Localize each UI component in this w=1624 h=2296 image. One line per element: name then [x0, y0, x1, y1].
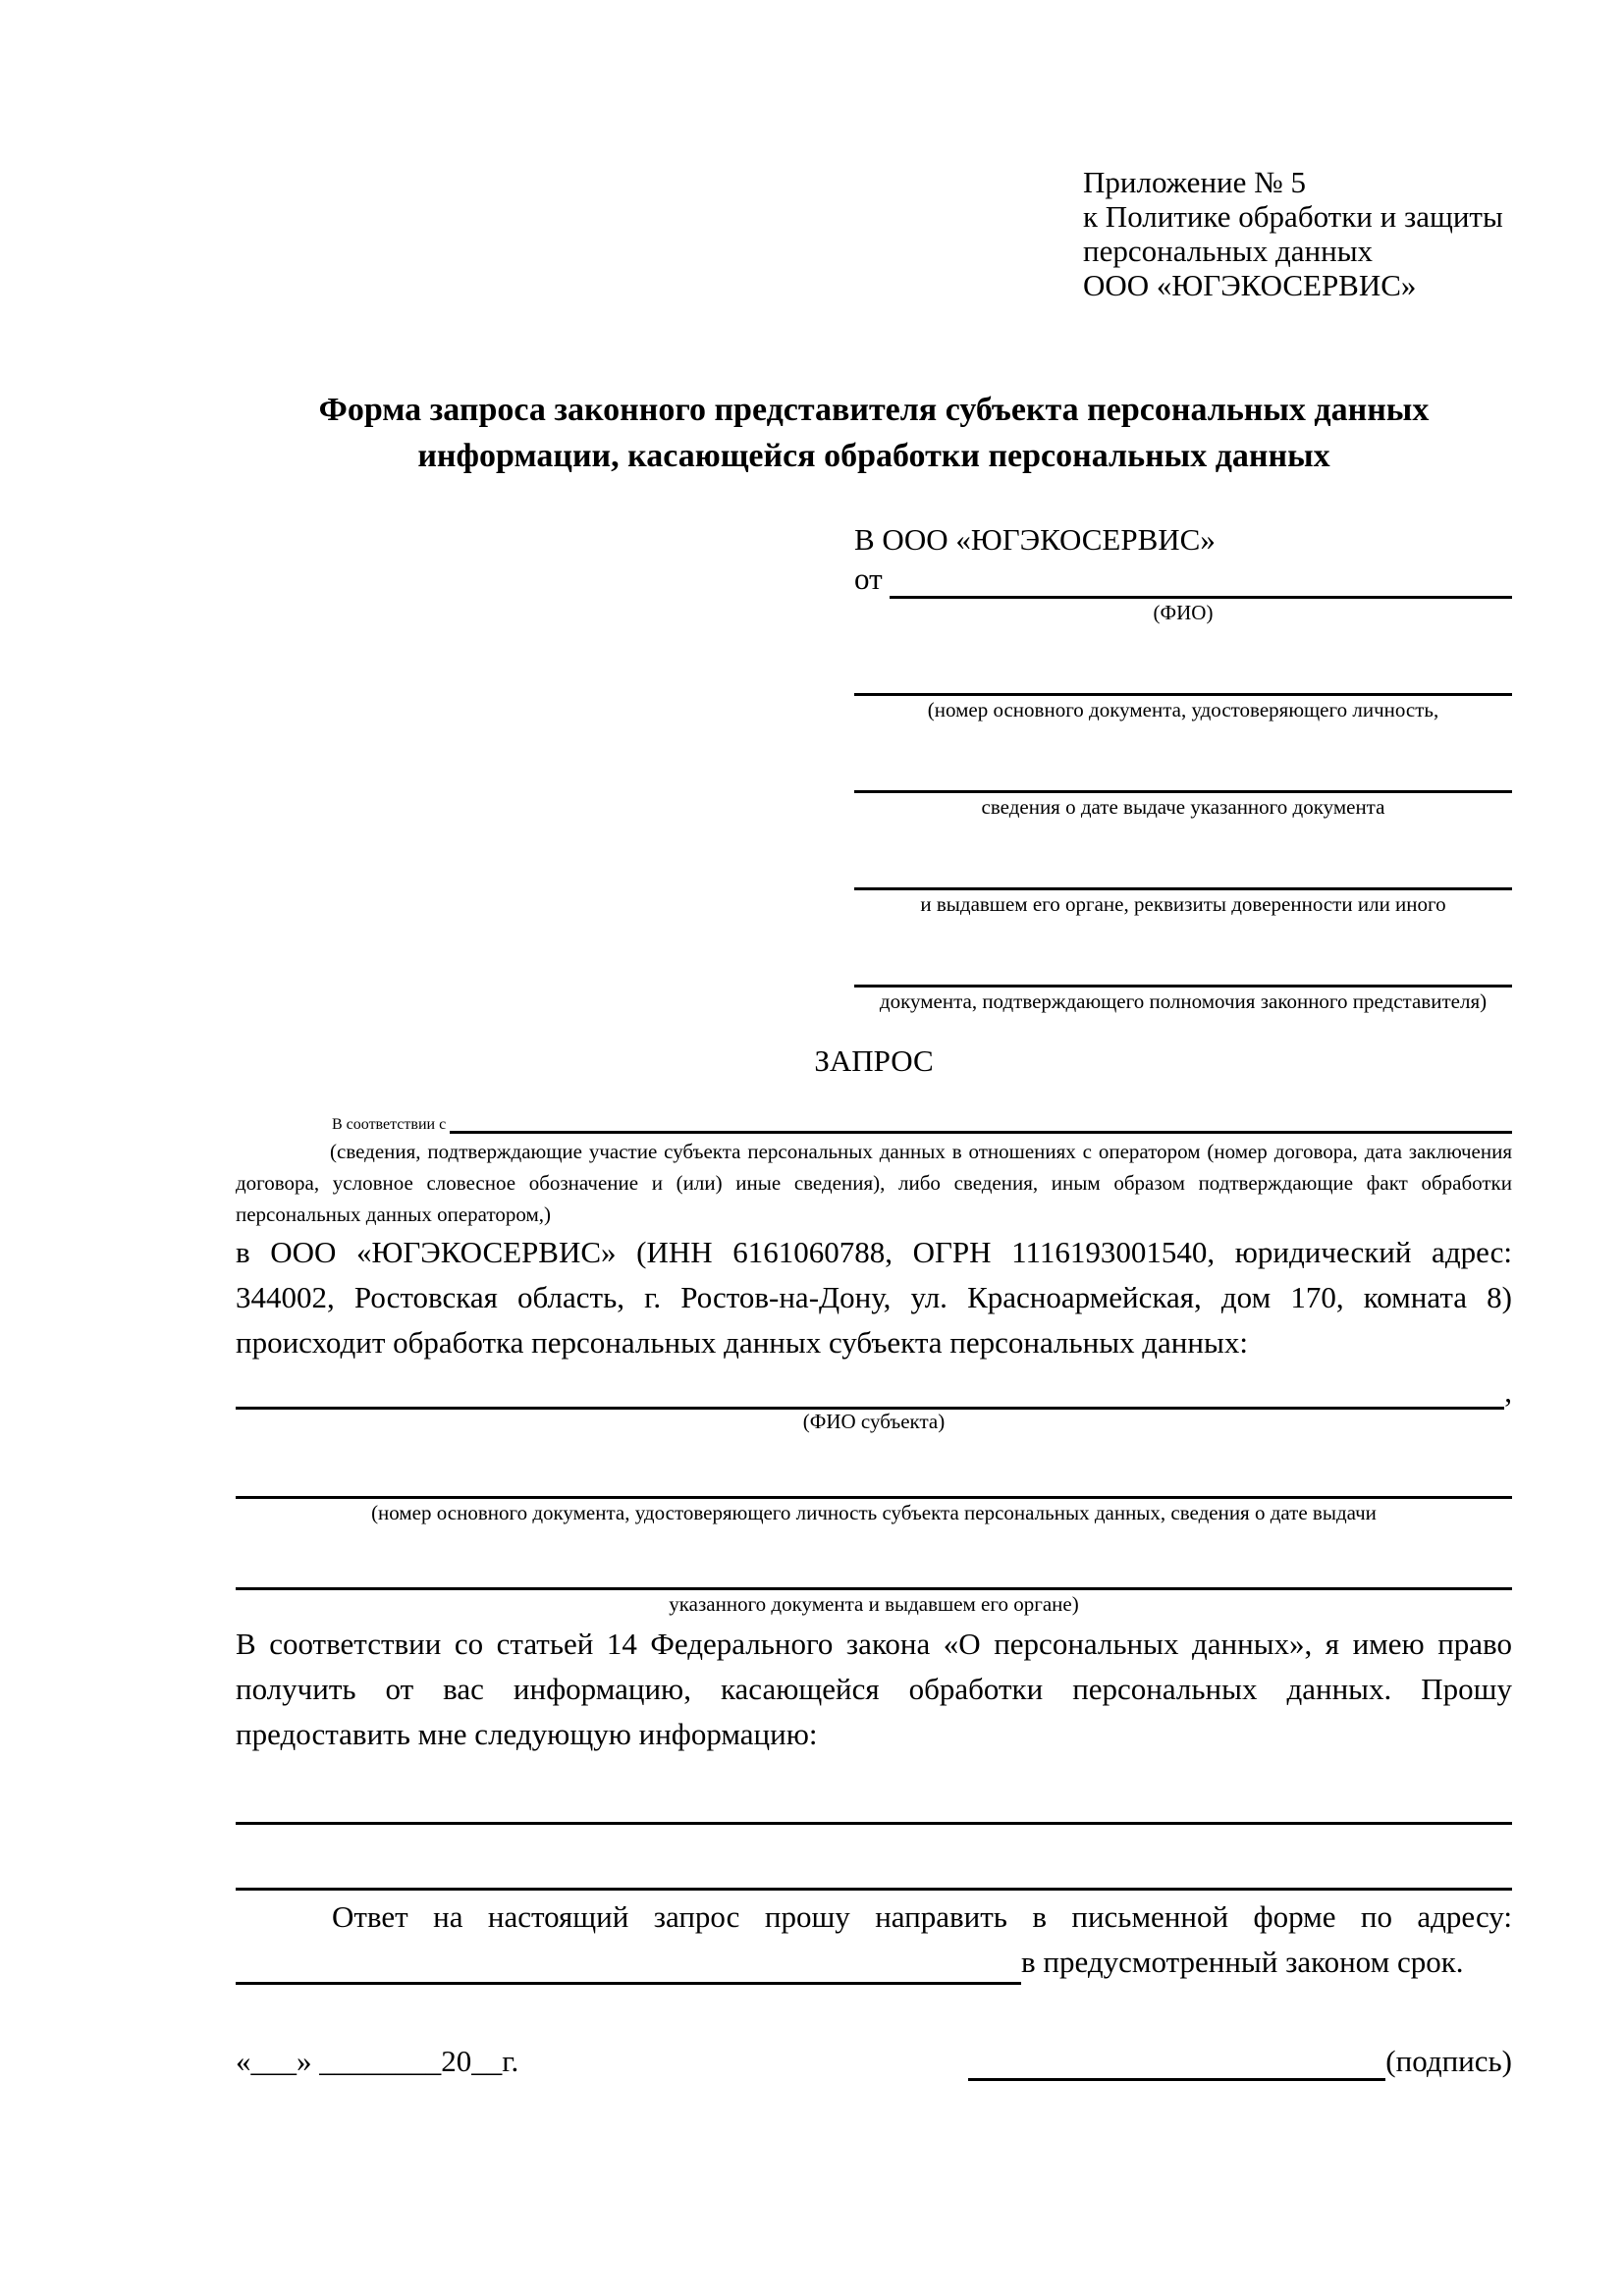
info-blank-field2: [236, 1866, 1512, 1891]
authority-doc-field: [854, 955, 1512, 1013]
footer-row: [236, 2042, 1512, 2081]
subject-fio-caption: (ФИО субъекта): [802, 1410, 946, 1433]
appendix-header: [1083, 165, 1512, 302]
from-label: от: [854, 561, 891, 596]
subject-doc2-blank-line: [236, 1548, 1512, 1590]
fio-caption: (ФИО): [1153, 601, 1214, 624]
issuing-authority-caption: и выдавшем его органе, реквизиты доверенности или иного: [920, 892, 1446, 916]
subject-doc-field: [236, 1457, 1512, 1524]
doc-issue-date-caption: сведения о дате выдаче указанного документа: [981, 795, 1385, 819]
subject-doc-blank-line: [236, 1457, 1512, 1499]
doc-issue-date-blank-line: [854, 761, 1512, 793]
info-blank-line1: [236, 1800, 1512, 1825]
answer-address-blank-line: [236, 1945, 1021, 1985]
subject-doc-caption: (номер основного документа, удостоверяющего личность субъекта персональных данных, сведения о дате выдачи: [371, 1501, 1377, 1524]
operator-paragraph: в ООО «ЮГЭКОСЕРВИС» (ИНН 6161060788, ОГРН 1116193001540, юридический адрес: 344002, Ростовская область, г. Ростов-на-Дону, ул. Красноармейская, дом 170, комната 8) происходит обработка персональных данных субъекта персональных данных:: [236, 1235, 1512, 1360]
answer-address-row: [236, 1940, 1512, 1985]
intro-row: [236, 1094, 1512, 1134]
document-title-line2: информации, касающейся обработки персональных данных: [417, 438, 1330, 474]
authority-doc-caption: документа, подтверждающего полномочия законного представителя): [879, 989, 1488, 1013]
from-row: [854, 560, 1512, 599]
info-blank-line2: [236, 1866, 1512, 1891]
subject-fio-blank-line: [236, 1367, 1504, 1410]
representative-doc-field: [854, 664, 1512, 721]
document-title: [236, 387, 1512, 479]
date-line: «___» ________20__г.: [236, 2044, 519, 2078]
request-heading: ЗАПРОС: [814, 1043, 934, 1078]
appendix-policy-line2: персональных данных: [1083, 234, 1374, 268]
addressee-organization: В ООО «ЮГЭКОСЕРВИС»: [854, 522, 1216, 557]
signature-group: [968, 2042, 1512, 2081]
appendix-company: ООО «ЮГЭКОСЕРВИС»: [1083, 268, 1417, 302]
subject-fio-trailing-comma: ,: [1504, 1374, 1512, 1409]
answer-paragraph-line1: Ответ на настоящий запрос прошу направить в письменной форме по адресу:: [332, 1899, 1512, 1934]
document-content: [236, 165, 1512, 2081]
subject-doc2-caption: указанного документа и выдавшем его органе): [669, 1592, 1079, 1616]
appendix-number: Приложение № 5: [1083, 165, 1306, 199]
issuing-authority-field: [854, 858, 1512, 916]
signature-caption: (подпись): [1385, 2044, 1512, 2078]
authority-doc-blank-line: [854, 955, 1512, 988]
issuing-authority-blank-line: [854, 858, 1512, 890]
addressee-block: [854, 520, 1512, 1013]
subject-fio-row: [236, 1367, 1512, 1410]
document-title-line1: Форма запроса законного представителя субъекта персональных данных: [318, 392, 1430, 428]
answer-paragraph-tail: в предусмотренный законом срок.: [1021, 1945, 1464, 1979]
intro-blank-line: [450, 1094, 1512, 1134]
info-blank-field1: [236, 1800, 1512, 1825]
appendix-policy-line: к Политике обработки и защиты: [1083, 199, 1503, 234]
representative-doc-caption: (номер основного документа, удостоверяющего личность,: [927, 698, 1439, 721]
intro-note: (сведения, подтверждающие участие субъекта персональных данных в отношениях с оператором (номер договора, дата заключения договора, условное словесное обозначение и (или) иные сведения), либо сведения, иным образом подтверждающие факт обработки персональных данных оператором,): [236, 1140, 1512, 1226]
law-paragraph: В соответствии со статьей 14 Федерального закона «О персональных данных», я имею право получить от вас информацию, касающейся обработки персональных данных. Прошу предоставить мне следующую информацию:: [236, 1627, 1512, 1751]
signature-blank-line: [968, 2045, 1385, 2081]
subject-doc-field2: [236, 1548, 1512, 1616]
representative-doc-blank-line: [854, 664, 1512, 696]
doc-issue-date-field: [854, 761, 1512, 819]
intro-label: В соответствии с: [332, 1116, 451, 1133]
from-fio-blank-line: [890, 596, 1512, 599]
